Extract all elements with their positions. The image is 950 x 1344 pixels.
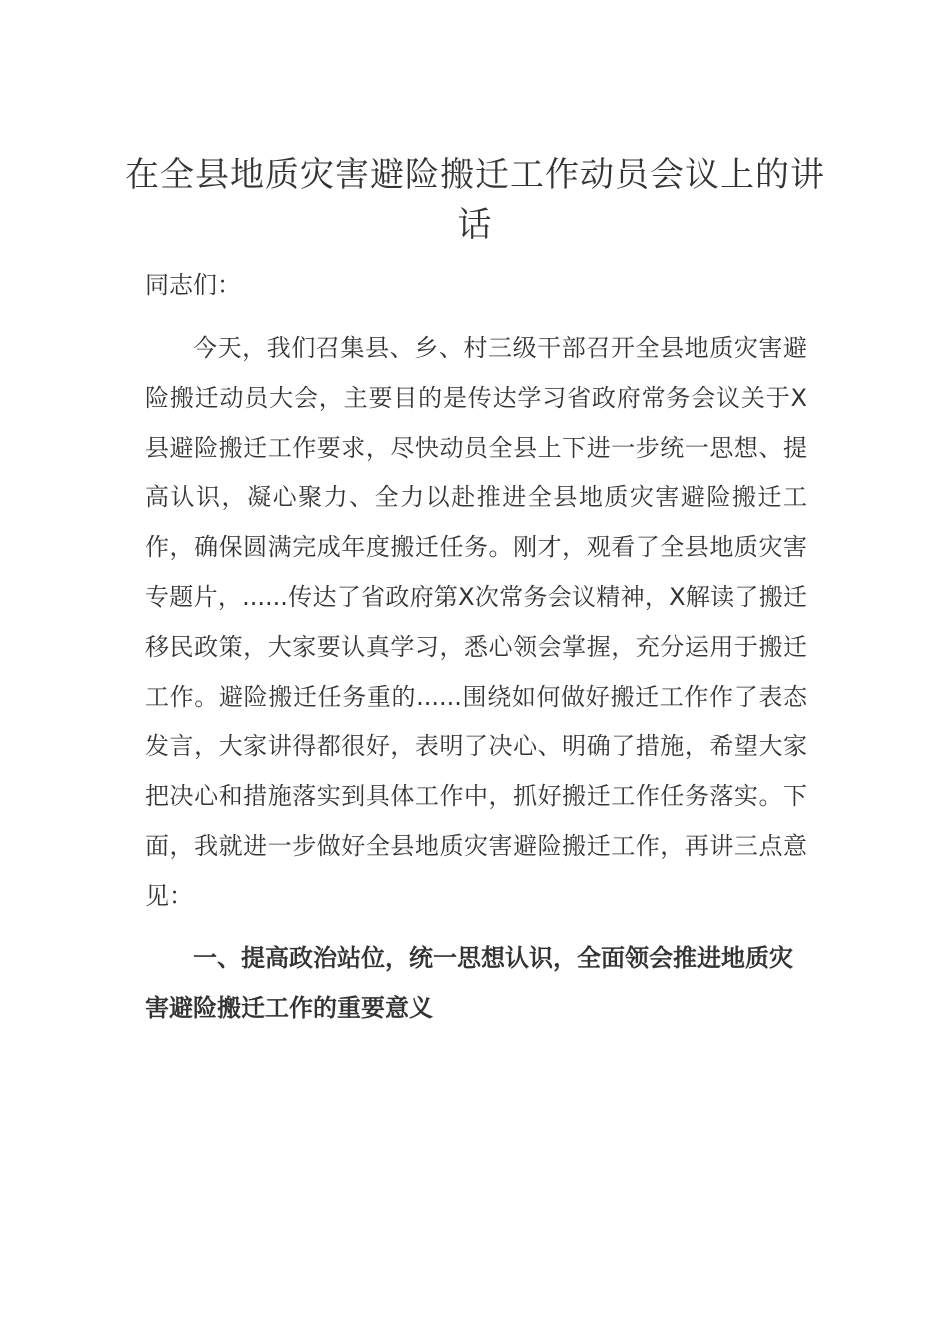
document-title: 在全县地质灾害避险搬迁工作动员会议上的讲话 bbox=[125, 155, 825, 245]
section-heading-1: 一、提高政治站位，统一思想认识，全面领会推进地质灾害避险搬迁工作的重要意义 bbox=[145, 944, 793, 1022]
greeting-text: 同志们： bbox=[145, 271, 241, 299]
body-paragraph: 今天，我们召集县、乡、村三级干部召开全县地质灾害避险搬迁动员大会，主要目的是传达学习省政府常务会议关于X县避险搬迁工作要求，尽快动员全县上下进一步统一思想、提高认识，凝心聚力、全力以赴推进全县地质灾害避险搬迁工作，确保圆满完成年度搬迁任务。刚才，观看了全县地质灾害专题片，......传达了省政府第X次常务会议精神，X解读了搬迁移民政策，大家要认真学习，悉心领会掌握，充分运用于搬迁工作。避险搬迁任务重的......围绕如何做好搬迁工作作了表态发言，大家讲得都很好，表明了决心、明确了措施，希望大家把决心和措施落实到具体工作中，抓好搬迁工作任务落实。下面，我就进一步做好全县地质灾害避险搬迁工作，再讲三点意见： bbox=[145, 334, 807, 910]
